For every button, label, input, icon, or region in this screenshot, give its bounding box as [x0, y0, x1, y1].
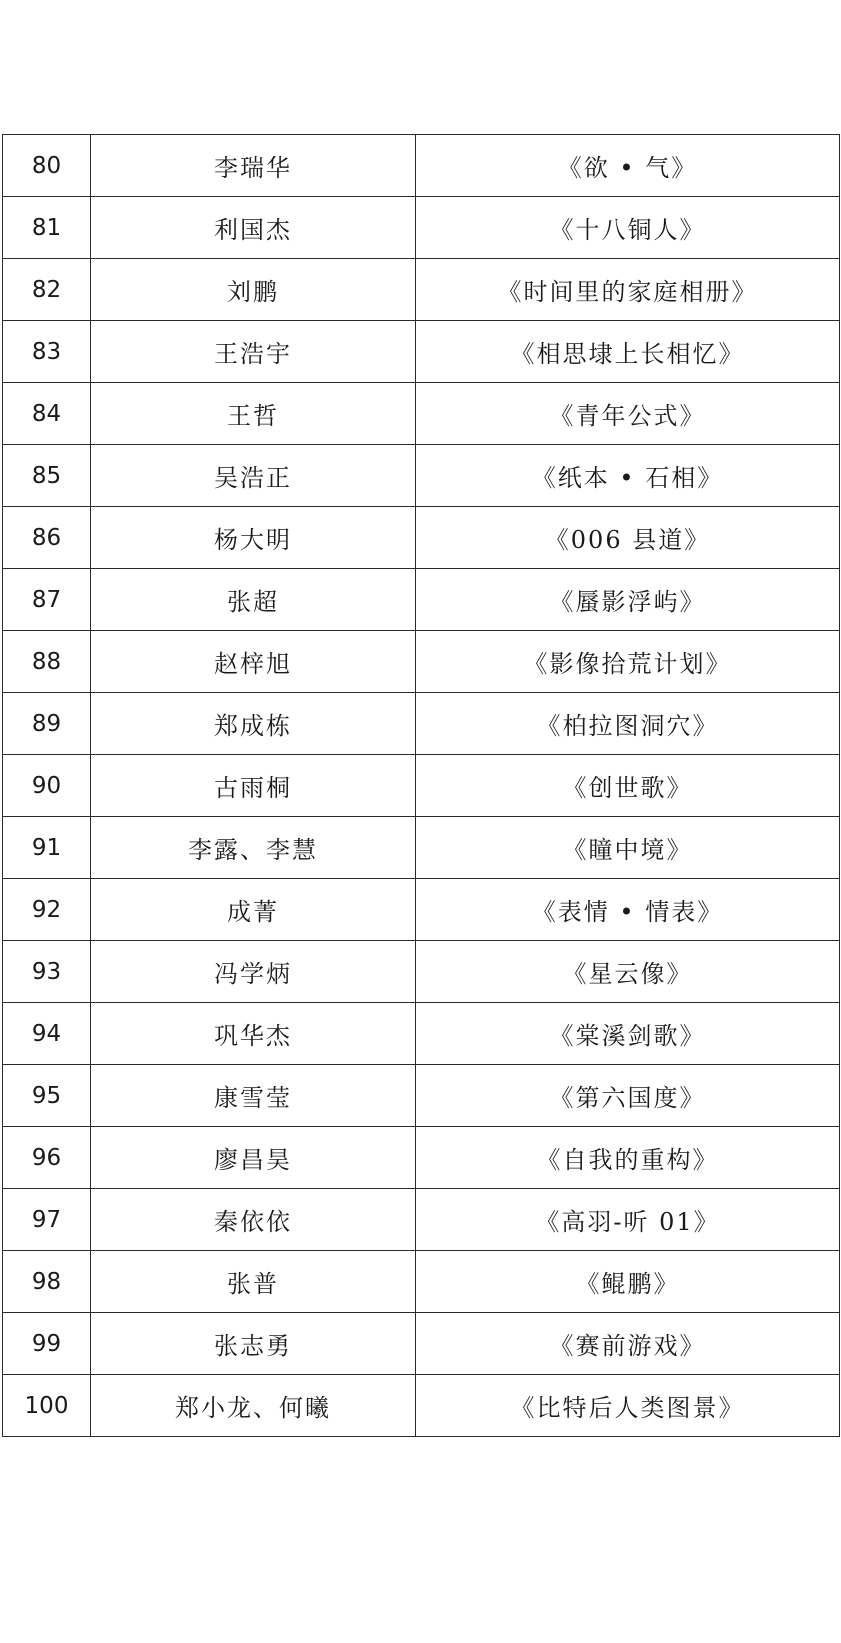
work-title-cell: 《柏拉图洞穴》	[416, 693, 840, 755]
table-row	[3, 1189, 840, 1251]
row-number-cell: 91	[3, 817, 91, 879]
work-title-cell: 《创世歌》	[416, 755, 840, 817]
results-table-container	[2, 134, 839, 1437]
work-title-cell: 《影像拾荒计划》	[416, 631, 840, 693]
row-number-cell: 95	[3, 1065, 91, 1127]
author-name-cell: 吴浩正	[91, 445, 416, 507]
author-name-cell: 张志勇	[91, 1313, 416, 1375]
row-number-cell: 94	[3, 1003, 91, 1065]
row-number-cell: 85	[3, 445, 91, 507]
author-name-cell: 刘鹏	[91, 259, 416, 321]
work-title-cell: 《星云像》	[416, 941, 840, 1003]
table-row	[3, 445, 840, 507]
table-row	[3, 321, 840, 383]
work-title-cell: 《鲲鹏》	[416, 1251, 840, 1313]
author-name-cell: 赵梓旭	[91, 631, 416, 693]
work-title-cell: 《表情 • 情表》	[416, 879, 840, 941]
author-name-cell: 王浩宇	[91, 321, 416, 383]
row-number-cell: 90	[3, 755, 91, 817]
work-title-cell: 《自我的重构》	[416, 1127, 840, 1189]
table-row	[3, 1003, 840, 1065]
table-row	[3, 1065, 840, 1127]
work-title-cell: 《时间里的家庭相册》	[416, 259, 840, 321]
author-name-cell: 李露、李慧	[91, 817, 416, 879]
table-row	[3, 817, 840, 879]
work-title-cell: 《纸本 • 石相》	[416, 445, 840, 507]
table-row	[3, 259, 840, 321]
author-name-cell: 廖昌昊	[91, 1127, 416, 1189]
author-name-cell: 古雨桐	[91, 755, 416, 817]
row-number-cell: 88	[3, 631, 91, 693]
table-row	[3, 1375, 840, 1437]
table-row	[3, 135, 840, 197]
row-number-cell: 84	[3, 383, 91, 445]
author-name-cell: 冯学炳	[91, 941, 416, 1003]
author-name-cell: 康雪莹	[91, 1065, 416, 1127]
author-name-cell: 巩华杰	[91, 1003, 416, 1065]
author-name-cell: 李瑞华	[91, 135, 416, 197]
work-title-cell: 《瞳中境》	[416, 817, 840, 879]
table-row	[3, 755, 840, 817]
row-number-cell: 80	[3, 135, 91, 197]
table-row	[3, 1251, 840, 1313]
row-number-cell: 98	[3, 1251, 91, 1313]
work-title-cell: 《青年公式》	[416, 383, 840, 445]
row-number-cell: 82	[3, 259, 91, 321]
author-name-cell: 王哲	[91, 383, 416, 445]
author-name-cell: 利国杰	[91, 197, 416, 259]
results-table-body	[3, 135, 840, 1437]
row-number-cell: 81	[3, 197, 91, 259]
table-row	[3, 631, 840, 693]
work-title-cell: 《蜃影浮屿》	[416, 569, 840, 631]
row-number-cell: 97	[3, 1189, 91, 1251]
row-number-cell: 83	[3, 321, 91, 383]
author-name-cell: 郑小龙、何曦	[91, 1375, 416, 1437]
work-title-cell: 《赛前游戏》	[416, 1313, 840, 1375]
work-title-cell: 《十八铜人》	[416, 197, 840, 259]
row-number-cell: 99	[3, 1313, 91, 1375]
work-title-cell: 《欲 • 气》	[416, 135, 840, 197]
table-row	[3, 1127, 840, 1189]
work-title-cell: 《比特后人类图景》	[416, 1375, 840, 1437]
work-title-cell: 《相思埭上长相忆》	[416, 321, 840, 383]
author-name-cell: 成菁	[91, 879, 416, 941]
results-table	[2, 134, 840, 1437]
table-row	[3, 507, 840, 569]
table-row	[3, 1313, 840, 1375]
table-row	[3, 569, 840, 631]
author-name-cell: 郑成栋	[91, 693, 416, 755]
author-name-cell: 秦依依	[91, 1189, 416, 1251]
row-number-cell: 92	[3, 879, 91, 941]
work-title-cell: 《006 县道》	[416, 507, 840, 569]
row-number-cell: 93	[3, 941, 91, 1003]
work-title-cell: 《高羽-听 01》	[416, 1189, 840, 1251]
table-row	[3, 693, 840, 755]
work-title-cell: 《第六国度》	[416, 1065, 840, 1127]
row-number-cell: 100	[3, 1375, 91, 1437]
row-number-cell: 87	[3, 569, 91, 631]
table-row	[3, 941, 840, 1003]
table-row	[3, 197, 840, 259]
table-row	[3, 383, 840, 445]
author-name-cell: 张普	[91, 1251, 416, 1313]
author-name-cell: 杨大明	[91, 507, 416, 569]
row-number-cell: 89	[3, 693, 91, 755]
row-number-cell: 86	[3, 507, 91, 569]
author-name-cell: 张超	[91, 569, 416, 631]
work-title-cell: 《棠溪剑歌》	[416, 1003, 840, 1065]
row-number-cell: 96	[3, 1127, 91, 1189]
table-row	[3, 879, 840, 941]
